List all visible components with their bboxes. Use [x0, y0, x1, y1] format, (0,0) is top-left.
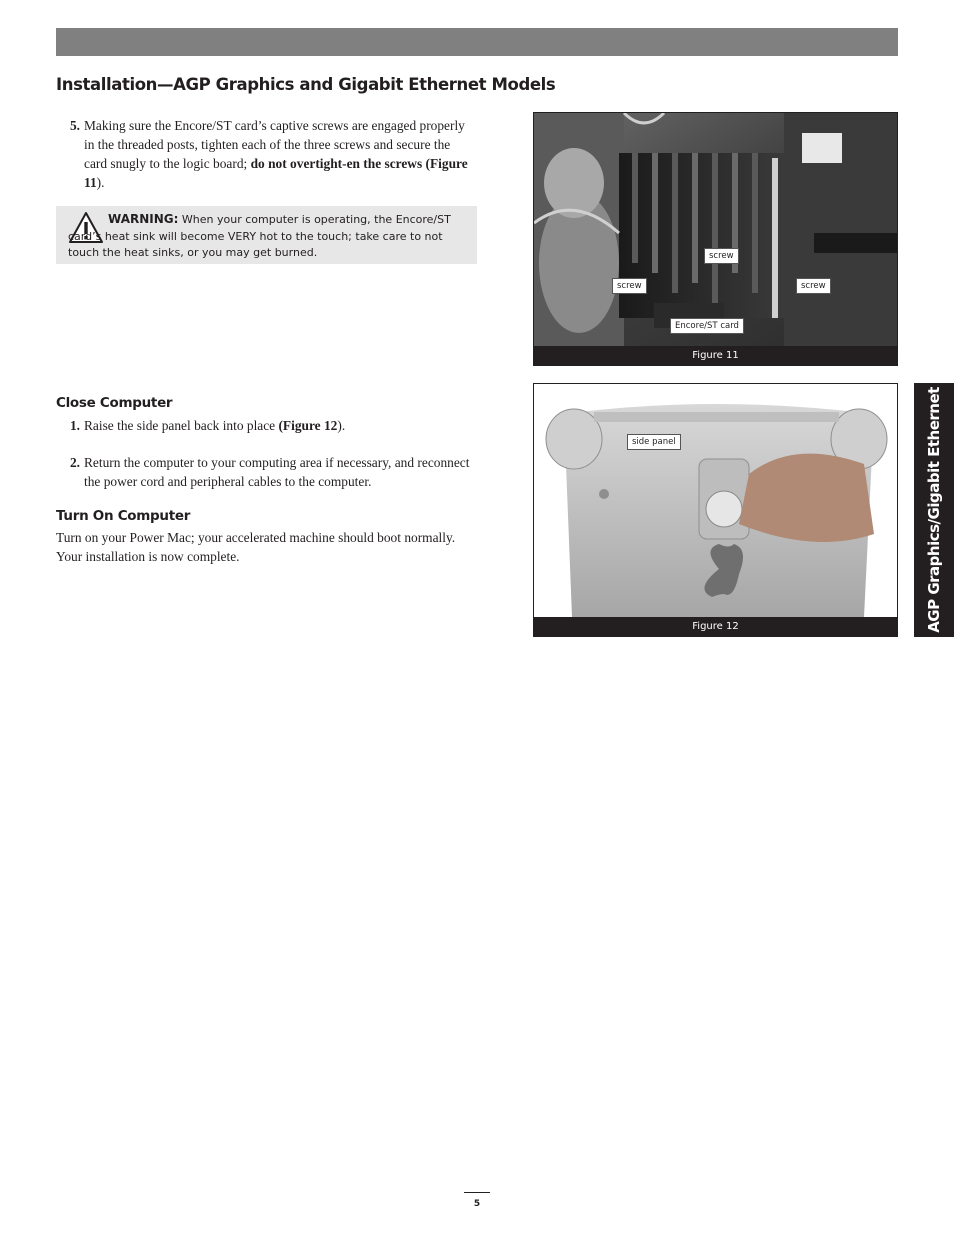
figure-11-photo [534, 113, 897, 346]
close-step-2 [56, 453, 476, 491]
header-bar [56, 28, 898, 56]
page-number: 5 [473, 1199, 481, 1209]
step-number: 5. [69, 118, 80, 133]
side-tab [914, 383, 954, 637]
page-title: Installation—AGP Graphics and Gigabit Ethernet Models [56, 75, 556, 94]
figure-12 [533, 383, 898, 637]
figure-12-photo [534, 384, 897, 617]
side-tab-label: AGP Graphics/Gigabit Ethernet [925, 387, 943, 633]
step-number: 1. [69, 418, 80, 433]
warning-box [56, 206, 477, 264]
close-computer-heading: Close Computer [56, 395, 173, 411]
close-step-1 [56, 416, 476, 435]
callout-screw-top: screw [704, 248, 739, 264]
warning-label: WARNING: [108, 212, 179, 226]
figure-12-caption: Figure 12 [534, 617, 897, 636]
figure-11 [533, 112, 898, 366]
turn-on-heading: Turn On Computer [56, 508, 191, 524]
step-5 [56, 116, 476, 192]
callout-side-panel: side panel [627, 434, 681, 450]
step-number: 2. [69, 455, 80, 470]
step-text: Making sure the Encore/ST card’s captive screws are engaged properly in the threaded posts, tighten each of the three screws and secure the card snugly to the logic board; do not overtight-en the screws (Figure 11). [84, 118, 468, 190]
page-number-rule [464, 1192, 490, 1193]
callout-screw-right: screw [796, 278, 831, 294]
warning-text: WARNING: When your computer is operating, the Encore/ST card’s heat sink will become VERY hot to the touch; take care to not touch the heat sinks, or you may get burned. [68, 212, 451, 259]
figure-11-caption: Figure 11 [534, 346, 897, 365]
callout-encore-card: Encore/ST card [670, 318, 744, 334]
turn-on-text: Turn on your Power Mac; your accelerated machine should boot normally. Your installation is now complete. [56, 530, 456, 564]
step-text: Return the computer to your computing area if necessary, and reconnect the power cord and peripheral cables to the computer. [84, 455, 470, 489]
step-text: Raise the side panel back into place (Figure 12). [84, 418, 346, 433]
callout-screw-left: screw [612, 278, 647, 294]
